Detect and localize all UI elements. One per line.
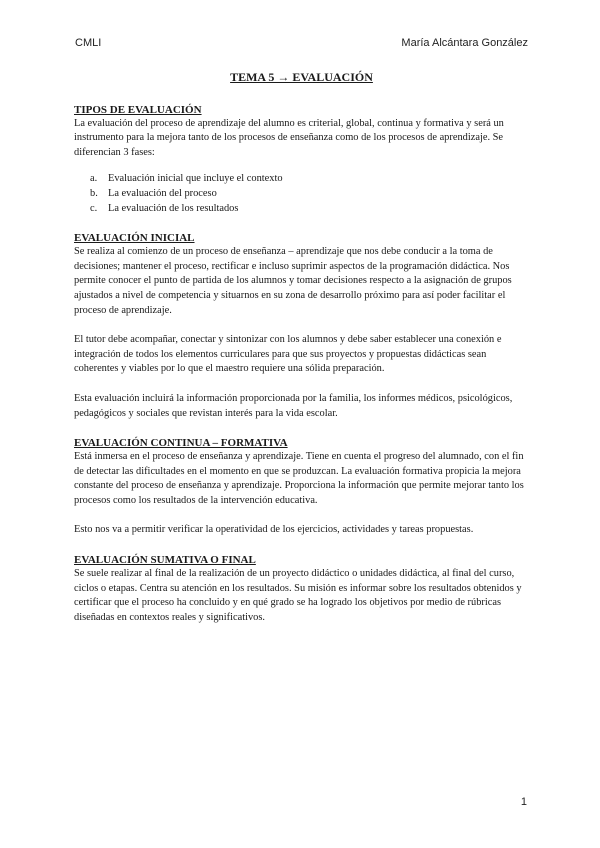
list-item-label: c. <box>90 202 98 214</box>
page-title: TEMA 5 → EVALUACIÓN <box>230 70 373 84</box>
document-body <box>74 70 529 625</box>
list-item-text: La evaluación de los resultados <box>108 202 239 214</box>
paragraph-sumativa-1: Se suele realizar al final de la realización de un proyecto didáctico o unidades didáctica, al final del curso, ciclos o etapas. Centra su atención en los resultados. Su misión es informar sobre los resultados obtenidos y certificar que el proceso ha concluido y en qué grado se ha logrado los objetivos por medio de rúbricas diseñadas en contextos reales y significativos. <box>74 568 522 623</box>
heading-tipos: TIPOS DE EVALUACIÓN <box>74 103 202 116</box>
heading-sumativa: EVALUACIÓN SUMATIVA O FINAL <box>74 554 256 567</box>
phases-list <box>74 172 529 216</box>
list-item-text: Evaluación inicial que incluye el contexto <box>108 173 283 185</box>
page-number: 1 <box>520 796 527 808</box>
list-item-text: La evaluación del proceso <box>108 187 217 199</box>
header-left-text: CMLI <box>75 37 102 49</box>
list-item-label: a. <box>90 173 98 185</box>
paragraph-continua-2: Esto nos va a permitir verificar la operatividad de los ejercicios, actividades y tareas propuestas. <box>74 524 474 536</box>
heading-continua: EVALUACIÓN CONTINUA – FORMATIVA <box>74 437 288 450</box>
header-author: María Alcántara González <box>401 37 528 49</box>
list-item <box>90 172 529 187</box>
list-item <box>90 202 529 217</box>
paragraph-tipos: La evaluación del proceso de aprendizaje del alumno es criterial, global, continua y formativa y será un instrumento para la mejora tanto de los procesos de enseñanza como de los procesos de aprendizaje. Se diferencian 3 fases: <box>74 117 504 158</box>
list-item-label: b. <box>90 187 98 199</box>
paragraph-inicial-1: Se realiza al comienzo de un proceso de enseñanza – aprendizaje que nos debe conducir a la toma de decisiones; mantener el proceso, rectificar e incluso suprimir aspectos de la programación didáctica. Nos permite conocer el punto de partida de los alumnos y tomar decisiones respecto a la asignación de grupos ajustados a nivel de competencia y situarnos en su zona de desarrollo próximo para así poder facilitar el proceso de aprendizaje. <box>74 246 512 316</box>
list-item <box>90 187 529 202</box>
paragraph-continua-1: Está inmersa en el proceso de enseñanza y aprendizaje. Tiene en cuenta el progreso del alumnado, con el fin de detectar las dificultades en el momento en que se produzcan. La evaluación formativa propicia la mejora constante del proceso de enseñanza y aprendizaje. Proporciona la información que permite mejorar tanto los procesos como los resultados de la intervención educativa. <box>74 451 524 506</box>
paragraph-inicial-3: Esta evaluación incluirá la información proporcionada por la familia, los informes médicos, psicológicos, pedagógicos y sociales que revistan interés para la vida escolar. <box>74 392 513 419</box>
heading-inicial: EVALUACIÓN INICIAL <box>74 232 195 245</box>
paragraph-inicial-2: El tutor debe acompañar, conectar y sintonizar con los alumnos y debe saber establecer una conexión e integración de todos los elementos curriculares para que sus proyectos y propuestas didácticas sean coherentes y viables por lo que el maestro requiere una sólida preparación. <box>74 334 502 375</box>
